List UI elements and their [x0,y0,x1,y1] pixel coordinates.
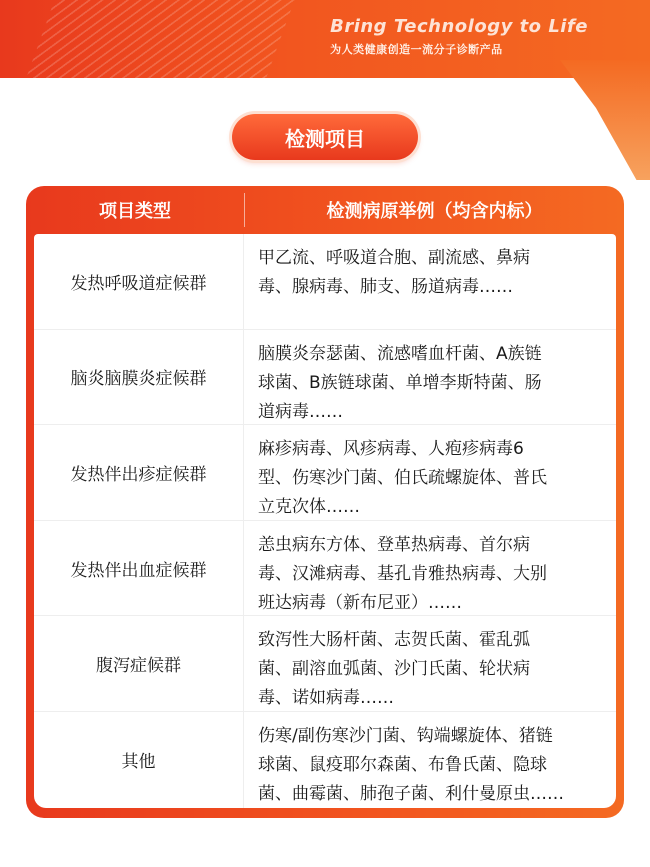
example-line: 型、伤寒沙门菌、伯氏疏螺旋体、普氏 [258,468,547,489]
example-line: 毒、诺如病毒…… [258,688,394,709]
table-row [34,425,616,521]
row-examples [244,425,616,520]
example-line: 伤寒/副伤寒沙门菌、钩端螺旋体、猪链 [258,725,553,746]
example-line: 毒、汉滩病毒、基孔肯雅热病毒、大别 [258,563,547,584]
example-line: 甲乙流、呼吸道合胞、副流感、鼻病 [258,248,530,268]
example-line: 道病毒…… [258,401,343,422]
example-line: 脑膜炎奈瑟菌、流感嗜血杆菌、A族链 [258,343,542,364]
column-header-type: 项目类型 [99,201,171,222]
row-type: 发热伴出疹症候群 [34,425,244,520]
table-row [34,521,616,617]
row-type: 腹泻症候群 [34,616,244,711]
row-type: 其他 [34,712,244,808]
tagline [330,16,588,57]
table-header [26,186,624,234]
example-line: 致泻性大肠杆菌、志贺氏菌、霍乱弧 [258,630,530,651]
example-line: 菌、曲霉菌、肺孢子菌、利什曼原虫…… [258,783,564,804]
row-type: 发热呼吸道症候群 [34,234,244,329]
tagline-english: Bring Technology to Life [330,16,588,37]
section-title: 检测项目 [232,114,418,160]
row-examples [244,616,616,711]
row-type: 发热伴出血症候群 [34,521,244,616]
example-line: 菌、副溶血弧菌、沙门氏菌、轮状病 [258,659,530,680]
banner-pattern [15,0,306,78]
example-line: 球菌、B族链球菌、单增李斯特菌、肠 [258,372,542,393]
example-line: 球菌、鼠疫耶尔森菌、布鲁氏菌、隐球 [258,754,547,775]
row-examples [244,712,616,808]
row-examples [244,234,616,329]
table-row [34,330,616,426]
tagline-chinese: 为人类健康创造一流分子诊断产品 [330,43,503,56]
column-header-examples: 检测病原举例（均含内标） [326,201,543,222]
table-row [34,712,616,808]
row-type: 脑炎脑膜炎症候群 [34,330,244,425]
example-line: 班达病毒（新布尼亚）…… [258,592,462,613]
row-examples [244,330,616,425]
example-line: 恙虫病东方体、登革热病毒、首尔病 [258,534,530,555]
example-line: 立克次体…… [258,497,360,518]
table-row [34,234,616,330]
table-body [34,234,616,808]
example-line: 麻疹病毒、风疹病毒、人疱疹病毒6 [258,439,524,460]
table-row [34,616,616,712]
header-banner [0,0,650,78]
row-examples [244,521,616,616]
example-line: 毒、腺病毒、肺支、肠道病毒…… [258,277,513,297]
decorative-corner-arc [560,60,650,180]
detection-table [26,186,624,818]
